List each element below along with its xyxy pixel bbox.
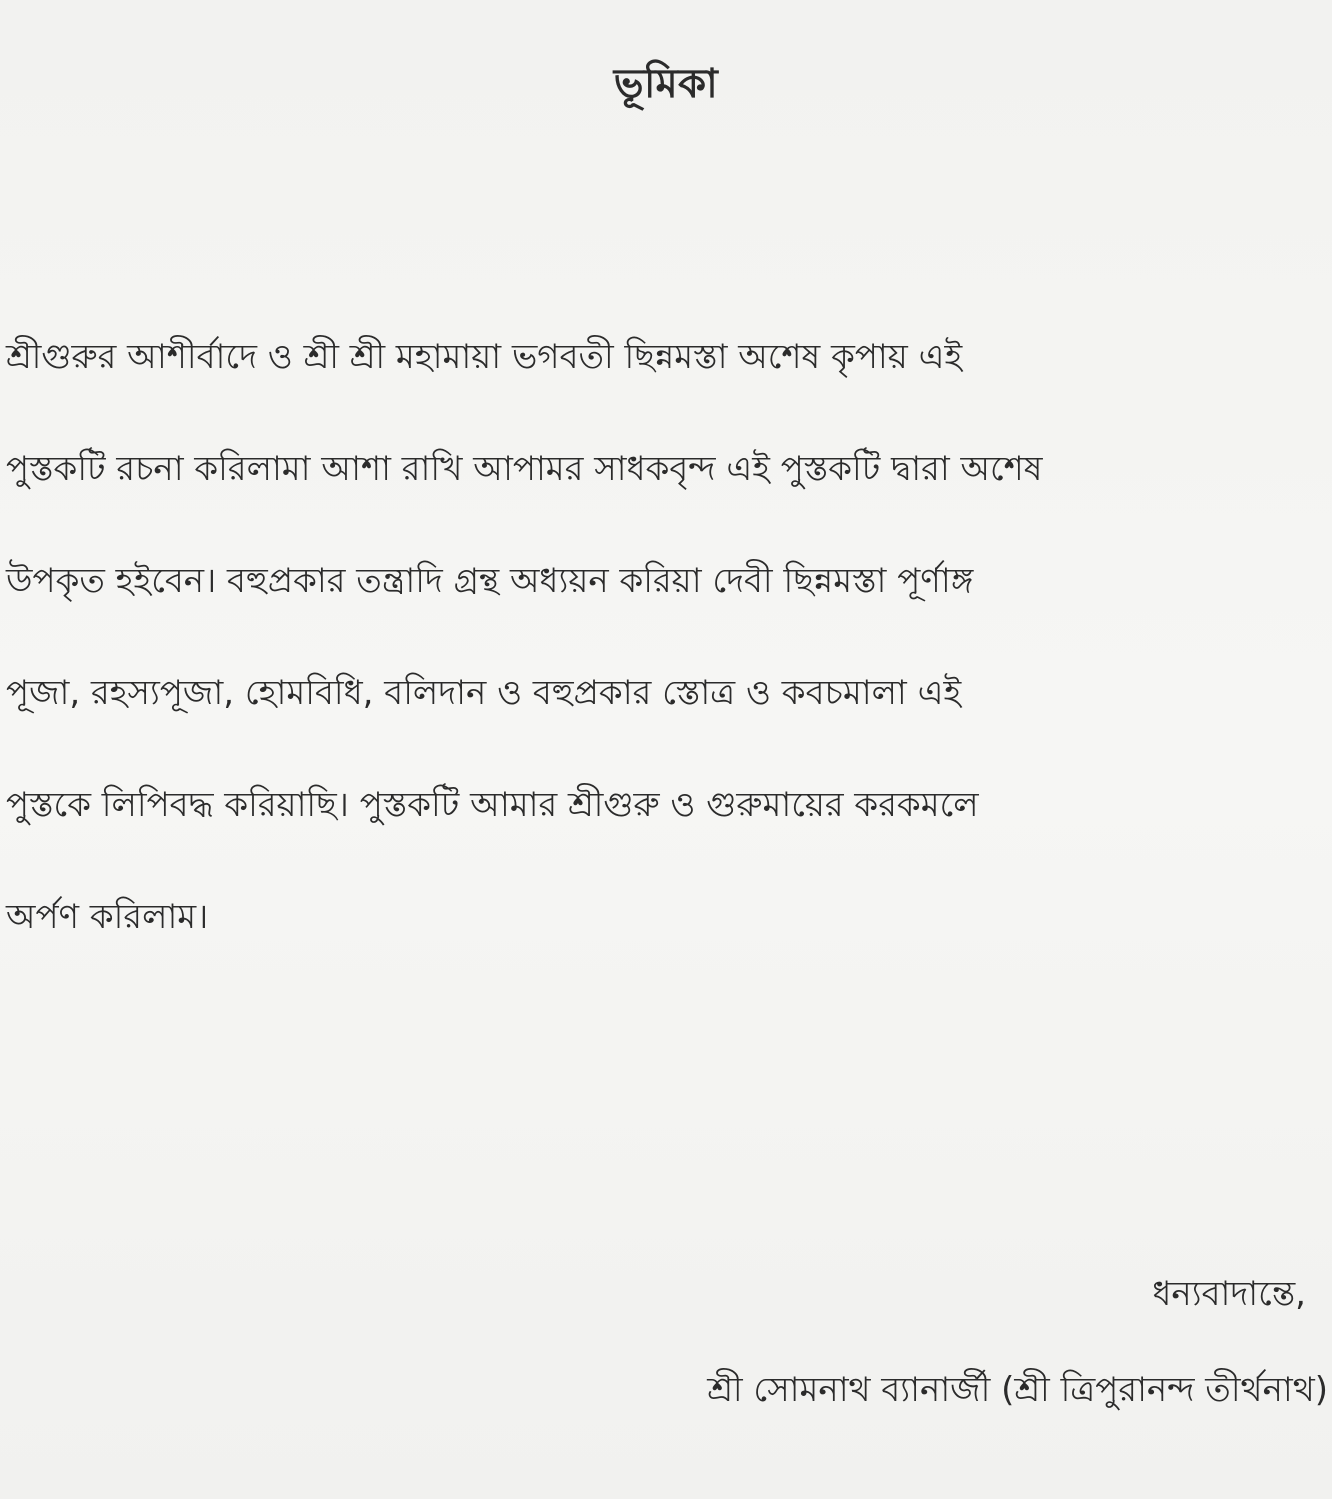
body-line: পূজা, রহস্যপূজা, হোমবিধি, বলিদান ও বহুপ্রকার স্তোত্র ও কবচমালা এই (6, 673, 962, 713)
closing-salutation: ধন্যবাদান্তে, (1152, 1274, 1306, 1314)
body-paragraph (6, 325, 1316, 997)
author-signature: শ্রী সোমনাথ ব্যানার্জী (শ্রী ত্রিপুরানন্দ তীর্থনাথ) (707, 1370, 1328, 1410)
body-line: পুস্তকে লিপিবদ্ধ করিয়াছি। পুস্তকটি আমার শ্রীগুরু ও গুরুমায়ের করকমলে (6, 785, 979, 825)
body-line: উপকৃত হইবেন। বহুপ্রকার তন্ত্রাদি গ্রন্থ অধ্যয়ন করিয়া দেবী ছিন্নমস্তা পূর্ণাঙ্গ (6, 561, 974, 601)
body-line: অর্পণ করিলাম। (6, 897, 209, 937)
body-line: পুস্তকটি রচনা করিলামা আশা রাখি আপামর সাধকবৃন্দ এই পুস্তকটি দ্বারা অশেষ (6, 449, 1043, 489)
page-title: ভূমিকা (613, 61, 719, 107)
body-line: শ্রীগুরুর আশীর্বাদে ও শ্রী শ্রী মহামায়া ভগবতী ছিন্নমস্তা অশেষ কৃপায় এই (6, 337, 963, 377)
